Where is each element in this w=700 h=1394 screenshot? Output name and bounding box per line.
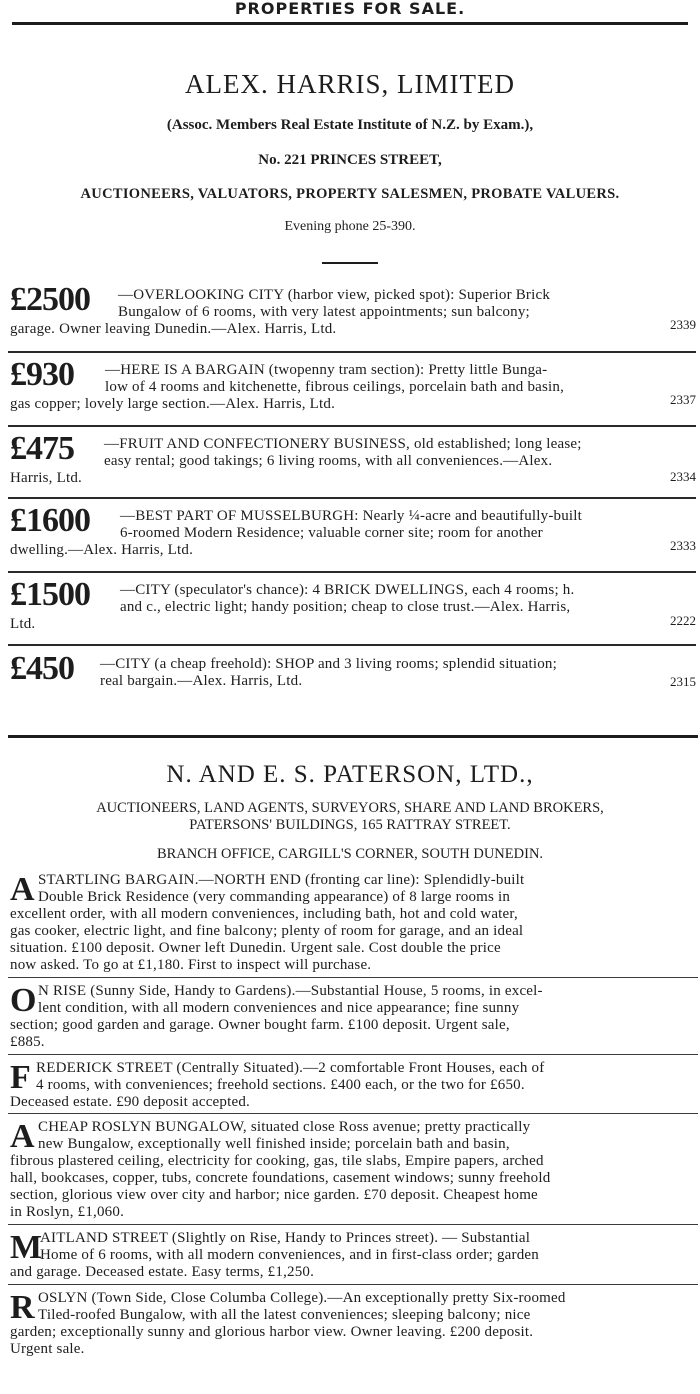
paterson-ad-6 xyxy=(10,1290,698,1358)
drop-initial: A xyxy=(10,1118,35,1155)
ad-line: OSLYN (Town Side, Close Columba College).—An exceptionally pretty Six-roomed xyxy=(38,1290,566,1306)
harris-short-rule xyxy=(322,262,378,264)
paterson-branch: BRANCH OFFICE, CARGILL'S CORNER, SOUTH DUNEDIN. xyxy=(156,846,544,862)
ad-text xyxy=(10,1119,698,1221)
header-rule xyxy=(12,22,688,25)
ad-line: low of 4 rooms and kitchenette, fibrous ceilings, porcelain bath and basin, xyxy=(105,379,565,395)
ad-separator xyxy=(8,351,696,353)
ad-line: situation. £100 deposit. Owner left Dunedin. Urgent sale. Cost double the price xyxy=(10,940,501,956)
page-title: PROPERTIES FOR SALE. xyxy=(234,0,466,18)
ad-line: Harris, Ltd. xyxy=(10,470,82,486)
ad-line: and garage. Deceased estate. Easy terms, £1,250. xyxy=(10,1264,315,1280)
ad-separator xyxy=(8,425,696,427)
ad-price: £475 xyxy=(10,430,74,467)
ad-separator xyxy=(8,977,698,978)
ad-line: Ltd. xyxy=(10,616,36,632)
ad-line: STARTLING BARGAIN.—NORTH END (fronting car line): Splendidly-built xyxy=(38,872,525,888)
ad-line: Double Brick Residence (very commanding appearance) of 8 large rooms in xyxy=(38,889,511,905)
ad-separator xyxy=(8,1054,698,1055)
ad-line: 4 rooms, with conveniences; freehold sections. £400 each, or the two for £650. xyxy=(36,1077,525,1093)
harris-ad-5 xyxy=(10,576,696,632)
ad-line: Tiled-roofed Bungalow, with all the latest conveniences; sleeping balcony; nice xyxy=(38,1307,531,1323)
ad-line: garden; exceptionally sunny and glorious harbor view. Owner leaving. £200 deposit. xyxy=(10,1324,534,1340)
ad-price: £2500 xyxy=(10,281,90,318)
ad-text xyxy=(10,1230,698,1281)
harris-trades: AUCTIONEERS, VALUATORS, PROPERTY SALESMEN, PROBATE VALUERS. xyxy=(80,186,620,202)
ad-separator xyxy=(8,1284,698,1285)
harris-ad-3 xyxy=(10,430,696,486)
ad-text xyxy=(10,983,698,1051)
harris-assoc-line: (Assoc. Members Real Estate Institute of N.Z. by Exam.), xyxy=(166,117,534,133)
ad-separator xyxy=(8,644,696,646)
ad-line: excellent order, with all modern conveniences, including bath, hot and cold water, xyxy=(10,906,518,922)
ad-text xyxy=(10,362,696,413)
ad-code: 2333 xyxy=(670,538,696,553)
harris-ad-4 xyxy=(10,502,696,558)
ad-text xyxy=(10,287,696,338)
ad-text xyxy=(10,872,698,974)
ad-line: —FRUIT AND CONFECTIONERY BUSINESS, old established; long lease; xyxy=(104,436,582,452)
ad-text xyxy=(10,1290,698,1358)
ad-line: REDERICK STREET (Centrally Situated).—2 comfortable Front Houses, each of xyxy=(36,1060,545,1076)
harris-firm-name: ALEX. HARRIS, LIMITED xyxy=(185,69,515,99)
ad-line: new Bungalow, exceptionally well finished inside; porcelain bath and basin, xyxy=(38,1136,510,1152)
harris-ad-2 xyxy=(10,356,696,412)
ad-separator xyxy=(8,571,696,573)
paterson-buildings: PATERSONS' BUILDINGS, 165 RATTRAY STREET. xyxy=(189,817,511,833)
ad-line: Home of 6 rooms, with all modern conveniences, and in first-class order; garden xyxy=(40,1247,539,1263)
ad-code: 2334 xyxy=(670,469,696,484)
section-rule xyxy=(8,735,698,738)
ad-line: section, glorious view over city and harbor; nice garden. £70 deposit. Cheapest home xyxy=(10,1187,538,1203)
ad-line: garage. Owner leaving Dunedin.—Alex. Harris, Ltd. xyxy=(10,321,337,337)
ad-line: Bungalow of 6 rooms, with very latest appointments; sun balcony; xyxy=(118,304,530,320)
ad-price: £450 xyxy=(10,650,74,687)
ad-text xyxy=(10,1060,698,1111)
harris-address: No. 221 PRINCES STREET, xyxy=(258,152,442,168)
ad-line: —CITY (speculator's chance): 4 BRICK DWELLINGS, each 4 rooms; h. xyxy=(120,582,575,598)
ad-line: gas copper; lovely large section.—Alex. Harris, Ltd. xyxy=(10,396,336,412)
paterson-ad-5 xyxy=(10,1230,698,1281)
ad-line: lent condition, with all modern conveniences and nice appearance; fine sunny xyxy=(38,1000,520,1016)
ad-line: —CITY (a cheap freehold): SHOP and 3 living rooms; splendid situation; xyxy=(100,656,557,672)
ad-line: —BEST PART OF MUSSELBURGH: Nearly ¼-acre and beautifully-built xyxy=(120,508,583,524)
drop-initial: A xyxy=(10,871,35,908)
ad-price: £930 xyxy=(10,356,74,393)
ad-text xyxy=(10,582,696,633)
ad-line: now asked. To go at £1,180. First to inspect will purchase. xyxy=(10,957,372,973)
drop-initial: O xyxy=(10,982,37,1019)
ad-separator xyxy=(8,1224,698,1225)
paterson-ad-1 xyxy=(10,872,698,974)
ad-line: fibrous plastered ceiling, electricity for cooking, gas, tile slabs, Empire papers, arched xyxy=(10,1153,544,1169)
harris-ad-6 xyxy=(10,650,696,696)
ad-code: 2315 xyxy=(670,674,696,689)
ad-line: and c., electric light; handy position; cheap to close trust.—Alex. Harris, xyxy=(120,599,571,615)
ad-text xyxy=(10,656,696,690)
ad-line: —HERE IS A BARGAIN (twopenny tram section): Pretty little Bunga- xyxy=(105,362,548,378)
ad-price: £1500 xyxy=(10,576,90,613)
ad-line: gas cooker, electric light, and fine balcony; plenty of room for garage, and an ideal xyxy=(10,923,524,939)
ad-line: in Roslyn, £1,060. xyxy=(10,1204,125,1220)
ad-line: 6-roomed Modern Residence; valuable corner site; room for another xyxy=(120,525,543,541)
drop-initial: M xyxy=(10,1229,43,1266)
ad-line: real bargain.—Alex. Harris, Ltd. xyxy=(100,673,303,689)
drop-initial: R xyxy=(10,1289,35,1326)
paterson-trades: AUCTIONEERS, LAND AGENTS, SURVEYORS, SHARE AND LAND BROKERS, xyxy=(96,800,604,816)
paterson-firm-name: N. AND E. S. PATERSON, LTD., xyxy=(166,761,534,788)
drop-initial: F xyxy=(10,1059,31,1096)
ad-code: 2222 xyxy=(670,613,696,628)
ad-line: Urgent sale. xyxy=(10,1341,85,1357)
ad-separator xyxy=(8,1113,698,1114)
ad-line: N RISE (Sunny Side, Handy to Gardens).—Substantial House, 5 rooms, in excel- xyxy=(38,983,543,999)
ad-separator xyxy=(8,497,696,499)
ad-code: 2337 xyxy=(670,392,696,407)
ad-line: hall, bookcases, copper, tubs, concrete foundations, casement windows; sunny freehold xyxy=(10,1170,551,1186)
ad-line: easy rental; good takings; 6 living rooms, with all conveniences.—Alex. xyxy=(104,453,553,469)
harris-ad-1 xyxy=(10,281,696,337)
ad-line: CHEAP ROSLYN BUNGALOW, situated close Ross avenue; pretty practically xyxy=(38,1119,531,1135)
ad-line: —OVERLOOKING CITY (harbor view, picked spot): Superior Brick xyxy=(118,287,551,303)
ad-text xyxy=(10,508,696,559)
harris-phone: Evening phone 25-390. xyxy=(284,219,416,234)
ad-line: Deceased estate. £90 deposit accepted. xyxy=(10,1094,250,1110)
paterson-ad-4 xyxy=(10,1119,698,1221)
ad-code: 2339 xyxy=(670,317,696,332)
ad-price: £1600 xyxy=(10,502,90,539)
ad-line: dwelling.—Alex. Harris, Ltd. xyxy=(10,542,194,558)
paterson-ad-3 xyxy=(10,1060,698,1111)
ad-line: £885. xyxy=(10,1034,45,1050)
ad-line: AITLAND STREET (Slightly on Rise, Handy to Princes street). — Substantial xyxy=(40,1230,531,1246)
ad-line: section; good garden and garage. Owner bought farm. £100 deposit. Urgent sale, xyxy=(10,1017,510,1033)
ad-text xyxy=(10,436,696,487)
paterson-ad-2 xyxy=(10,983,698,1051)
